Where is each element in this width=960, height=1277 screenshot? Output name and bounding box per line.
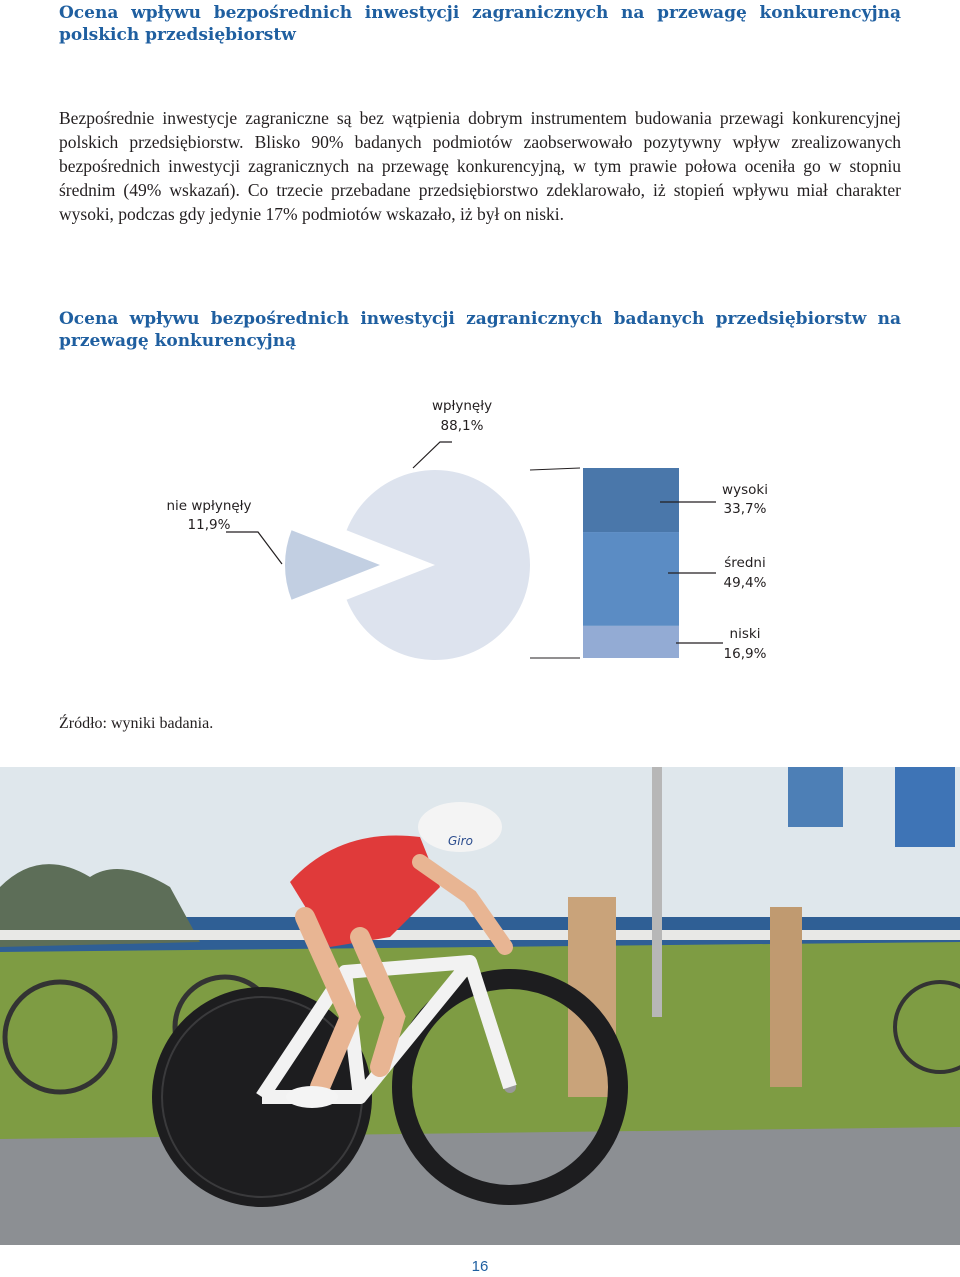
label-nie-wplynely: nie wpłynęły (166, 498, 252, 514)
label-wplynely: wpłynęły (431, 398, 493, 414)
sign-pole (652, 767, 662, 1017)
bar-segment-wysoki (583, 468, 679, 532)
label-niski: niski (729, 626, 761, 642)
connector-top (530, 468, 580, 470)
chart-title: Ocena wpływu bezpośrednich inwestycji zagranicznych badanych przedsiębiorstw na przewagę konkurencyjną (59, 309, 901, 351)
bar-segment-sredni (583, 532, 679, 626)
page-number: 16 (471, 1258, 489, 1275)
value-niski: 16,9% (723, 646, 767, 662)
shoe (286, 1086, 338, 1108)
label-wysoki: wysoki (722, 482, 768, 498)
value-nie-wplynely: 11,9% (187, 517, 231, 533)
post (770, 907, 802, 1087)
value-wysoki: 33,7% (723, 501, 767, 517)
value-wplynely: 88,1% (440, 418, 484, 434)
helmet-logo: Giro (448, 834, 473, 848)
value-sredni: 49,4% (723, 575, 767, 591)
spectator (895, 767, 955, 847)
bar-of-pie-chart (0, 380, 960, 680)
section-title: Ocena wpływu bezpośrednich inwestycji zagranicznych na przewagę konkurencyjną polskich przedsiębiorstw (59, 3, 901, 45)
label-sredni: średni (724, 555, 766, 571)
cyclist-photo (0, 767, 960, 1245)
body-paragraph: Bezpośrednie inwestycje zagraniczne są bez wątpienia dobrym instrumentem budowania przewagi konkurencyjnej polskich przedsiębiorstw. Blisko 90% badanych podmiotów zaobserwowało pozytywny wpływ zrealizowanych bezpośrednich inwestycji zagranicznych na przewagę konkurencyjną, w tym prawie połowa oceniła go w stopniu średnim (49% wskazań). Co trzecie przebadane przedsiębiorstwo zdeklarowało, iż stopień wpływu miał charakter wysoki, podczas gdy jedynie 17% podmiotów wskazało, iż był on niski. (59, 108, 901, 224)
leader-wplynely (413, 442, 452, 468)
pie-slice-nie-wplynely (285, 530, 380, 599)
source-note: Źródło: wyniki badania. (59, 715, 214, 732)
spectator (788, 767, 843, 827)
leader-nie-wplynely (226, 532, 282, 564)
rail (0, 930, 960, 940)
bar-segment-niski (583, 626, 679, 658)
